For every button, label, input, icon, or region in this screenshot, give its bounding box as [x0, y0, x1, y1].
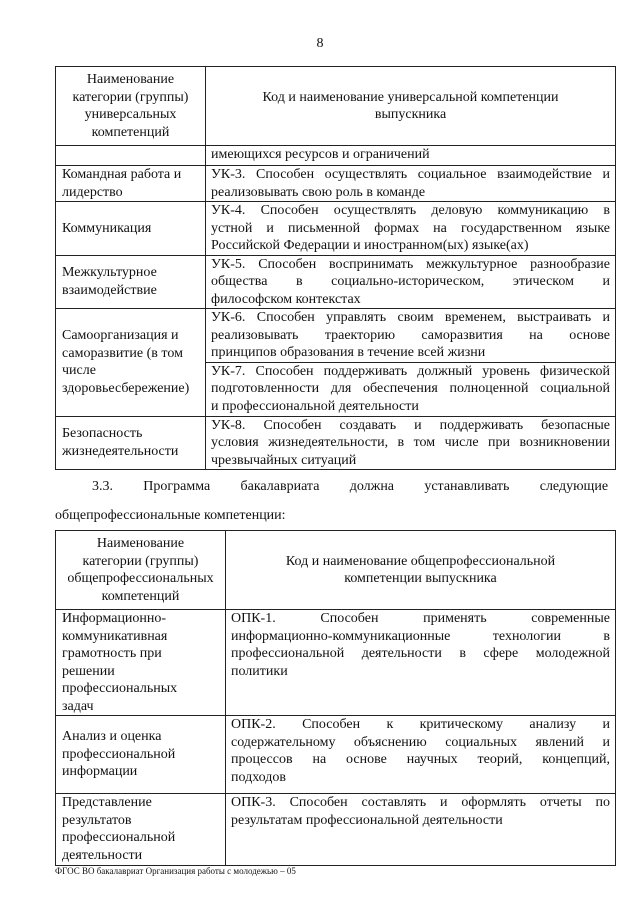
paragraph-word: следующие	[539, 479, 609, 494]
competency-line: результатам профессиональной деятельности	[231, 812, 503, 828]
category-line: Коммуникация	[62, 220, 152, 236]
competency-line: чрезвычайных ситуаций	[211, 452, 357, 468]
code-header-cell	[226, 531, 616, 610]
competency-line: принципов образования в течение всей жизни	[211, 345, 486, 360]
category-line: решении	[62, 663, 115, 679]
competency-line: УК-3. Способен осуществлять социальное взаимодействие и	[211, 167, 610, 182]
category-line: Безопасность	[62, 426, 143, 442]
category-line: здоровьесбережение)	[62, 380, 190, 396]
header-line: выпускника	[374, 107, 447, 122]
category-line: профессиональной	[62, 746, 176, 762]
competency-line: УК-5. Способен воспринимать межкультурное разнообразие	[211, 256, 610, 272]
competency-cell	[206, 416, 616, 470]
competency-line: общества в социально-историческом, этическом и	[211, 274, 610, 289]
category-line: результатов	[62, 812, 132, 828]
paragraph-word: устанавливать	[424, 479, 510, 494]
table-header-row	[56, 67, 616, 146]
competency-line: ОПК-2. Способен к критическому анализу и	[231, 717, 610, 732]
category-header-cell	[56, 67, 206, 146]
table-header-row	[56, 531, 616, 610]
table-row	[56, 716, 616, 794]
competency-line: ОПК-3. Способен составлять и оформлять отчеты по	[231, 795, 610, 810]
competency-line: и профессиональной деятельности	[211, 398, 419, 414]
category-line: взаимодействие	[62, 282, 157, 298]
table-row	[56, 202, 616, 256]
competency-line: политики	[231, 663, 288, 679]
table-row	[56, 794, 616, 866]
competency-cell	[206, 255, 616, 309]
header-line: компетенции выпускника	[344, 571, 497, 586]
category-cell	[56, 202, 206, 256]
category-cell	[56, 166, 206, 202]
section-paragraph	[92, 478, 608, 495]
header-line: общепрофессиональных	[67, 571, 214, 586]
header-line: Код и наименование универсальной компетенции	[262, 89, 559, 105]
table-row	[56, 255, 616, 309]
competency-line: философском контекстах	[211, 291, 361, 307]
competency-line: УК-4. Способен осуществлять деловую коммуникацию в	[211, 203, 610, 218]
category-line: Самоорганизация и	[62, 328, 179, 344]
header-line: компетенций	[91, 124, 170, 140]
category-line: задач	[62, 698, 94, 714]
competency-line: УК-7. Способен поддерживать должный уровень физической	[211, 363, 610, 379]
category-line: Командная работа и	[62, 167, 182, 182]
category-cell	[56, 794, 226, 866]
page-number: 8	[316, 36, 324, 51]
competency-line: ОПК-1. Способен применять современные	[231, 611, 610, 626]
competency-line: Российской Федерации и иностранном(ых) языке(ах)	[211, 238, 529, 253]
universal-competencies-table	[55, 66, 616, 470]
empty-category-cell	[56, 146, 206, 166]
competency-line: подходов	[231, 769, 287, 785]
category-line: Информационно-	[62, 611, 167, 626]
category-line: грамотность при	[62, 646, 162, 661]
header-line: универсальных	[84, 107, 177, 122]
code-header-cell	[206, 67, 616, 146]
competency-line: подготовленности для обеспечения полноценной социальной	[211, 381, 610, 396]
table-row	[56, 416, 616, 470]
category-cell	[56, 716, 226, 794]
competency-cell	[206, 309, 616, 363]
category-line: саморазвитие (в том	[62, 345, 183, 361]
competency-line: профессиональной деятельности в сфере молодежной	[231, 646, 610, 661]
competency-line: процессов на основе научных теорий, концепций,	[231, 752, 610, 767]
competency-cell	[206, 202, 616, 256]
header-line: Наименование	[96, 536, 185, 551]
competency-line: условия жизнедеятельности, в том числе при возникновении	[211, 435, 610, 450]
section-paragraph-continuation: общепрофессиональные компетенции:	[55, 508, 286, 523]
category-line: Анализ и оценка	[62, 729, 162, 745]
category-line: Представление	[62, 795, 152, 810]
header-line: компетенций	[101, 588, 180, 604]
category-line: коммуникативная	[62, 628, 168, 644]
general-professional-competencies-table	[55, 530, 616, 866]
section-number: 3.3.	[92, 479, 113, 494]
category-line: профессиональных	[62, 681, 178, 696]
competency-line: реализовывать траекторию саморазвития на основе	[211, 327, 610, 343]
header-line: категории (группы)	[72, 89, 189, 105]
competency-line: УК-8. Способен создавать и поддерживать безопасные	[211, 417, 610, 433]
category-cell	[56, 309, 206, 417]
competency-line: содержательному объяснению социальных явлений и	[231, 734, 610, 750]
competency-line: реализовывать свою роль в команде	[211, 184, 426, 200]
header-line: Код и наименование общепрофессиональной	[285, 553, 556, 569]
competency-cell	[226, 610, 616, 716]
competency-line: информационно-коммуникационные технологии в	[231, 628, 610, 644]
competency-cell	[206, 362, 616, 416]
category-line: информации	[62, 764, 138, 780]
header-line: Наименование	[86, 72, 175, 87]
category-cell	[56, 416, 206, 470]
competency-line: УК-6. Способен управлять своим временем, выстраивать и	[211, 310, 610, 325]
table-row	[56, 610, 616, 716]
category-header-cell	[56, 531, 226, 610]
category-line: лидерство	[62, 184, 123, 200]
category-cell	[56, 610, 226, 716]
paragraph-word: должна	[349, 479, 395, 494]
category-line: жизнедеятельности	[62, 443, 179, 459]
table-row	[56, 309, 616, 363]
category-line: числе	[62, 363, 96, 379]
continuation-line: имеющихся ресурсов и ограничений	[211, 147, 430, 162]
page-footer: ФГОС ВО бакалавриат Организация работы с молодежью – 05	[55, 866, 296, 876]
category-line: Межкультурное	[62, 265, 157, 281]
competency-cell	[206, 166, 616, 202]
competency-cell	[226, 794, 616, 866]
category-cell	[56, 255, 206, 309]
paragraph-word: Программа	[143, 479, 211, 494]
table-row	[56, 166, 616, 202]
competency-cell	[206, 146, 616, 166]
category-line: профессиональной	[62, 830, 176, 845]
paragraph-word: бакалавриата	[240, 479, 320, 494]
header-line: категории (группы)	[82, 553, 199, 569]
competency-cell	[226, 716, 616, 794]
competency-line: устной и письменной формах на государственном языке	[211, 220, 610, 236]
table-row	[56, 146, 616, 166]
category-line: деятельности	[62, 847, 143, 863]
